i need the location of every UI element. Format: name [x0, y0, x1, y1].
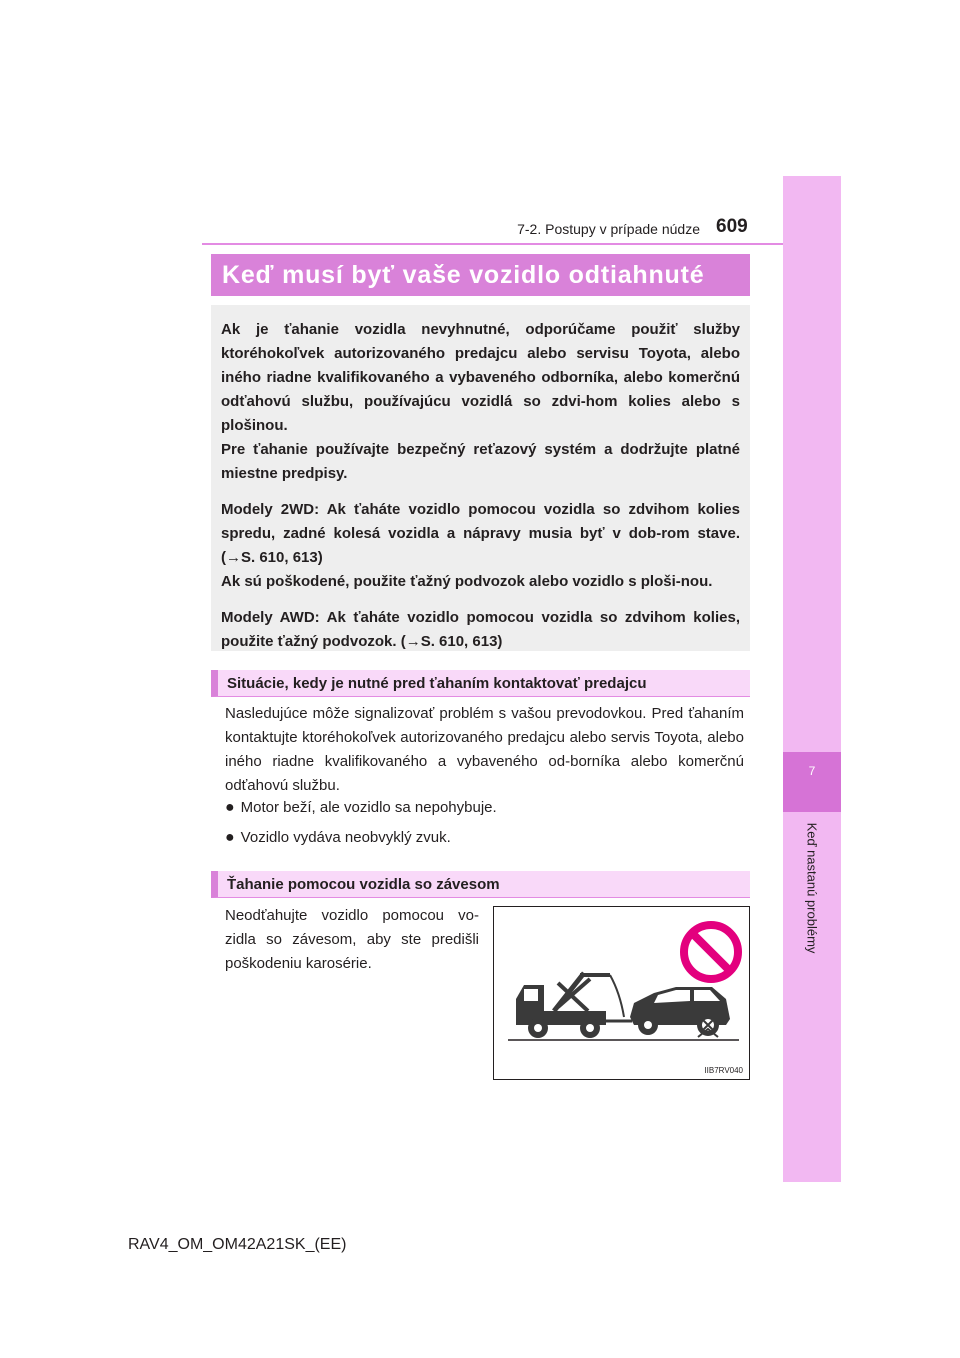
document-code: RAV4_OM_OM42A21SK_(EE)	[128, 1236, 347, 1253]
section-heading-dealer-contact: Situácie, kedy je nutné pred ťahaním kontaktovať predajcu	[211, 670, 750, 697]
page-number: 609	[716, 216, 748, 237]
section1-text: Nasledujúce môže signalizovať problém s vašou prevodovkou. Pred ťahaním kontaktujte ktoréhokoľvek autorizovaného predajcu alebo servis Toyota, alebo iného riadne kvalifikovaného a vybaveného od-borníka alebo komerčnú odťahovú službu.	[225, 705, 744, 794]
chapter-number: 7	[808, 764, 816, 778]
list-item	[225, 826, 451, 850]
bullet-text: Vozidlo vydáva neobvyklý zvuk.	[240, 829, 451, 846]
tow-truck-prohibited-icon	[494, 907, 749, 1079]
page-title: Keď musí byť vaše vozidlo odtiahnuté	[211, 254, 750, 296]
intro-paragraph-2: Modely 2WD: Ak ťaháte vozidlo pomocou vozidla so zdvihom kolies spredu, zadné kolesá vozidla a nápravy musia byť v dob-rom stave. (→S. 610, 613) Ak sú poškodené, použite ťažný podvozok alebo vozidlo s ploši-nou.	[221, 501, 740, 590]
list-item	[225, 796, 497, 820]
chapter-side-tab-active	[783, 752, 841, 812]
chapter-side-tab	[783, 176, 841, 1182]
bullet-icon: ●	[225, 829, 235, 846]
bullet-icon: ●	[225, 799, 235, 816]
bullet-text: Motor beží, ale vozidlo sa nepohybuje.	[240, 799, 497, 816]
header-divider	[202, 243, 783, 245]
intro-paragraph-3: Modely AWD: Ak ťaháte vozidlo pomocou vozidla so zdvihom kolies, použite ťažný podvozok. (→S. 610, 613)	[221, 609, 740, 650]
intro-paragraph-1: Ak je ťahanie vozidla nevyhnutné, odporúčame použiť služby ktoréhokoľvek autorizovaného predajcu alebo servisu Toyota, alebo iného riadne kvalifikovaného a vybaveného odborníka, alebo komerčnú odťahovú službu, používajúcu vozidlá so zdvi-hom kolies alebo s plošinou. Pre ťahanie používajte bezpečný reťazový systém a dodržujte platné miestne predpisy.	[221, 321, 740, 482]
section-heading-sling-towing: Ťahanie pomocou vozidla so závesom	[211, 871, 750, 898]
section-header: 7-2. Postupy v prípade núdze	[517, 221, 700, 237]
sling-tow-illustration	[493, 906, 750, 1080]
intro-box	[211, 305, 750, 651]
chapter-label: Keď nastanú problémy	[804, 822, 820, 954]
figure-code: IIB7RV040	[704, 1066, 743, 1075]
section2-text: Neodťahujte vozidlo pomocou vo-zidla so závesom, aby ste predišli poškodeniu karosérie.	[225, 907, 479, 972]
